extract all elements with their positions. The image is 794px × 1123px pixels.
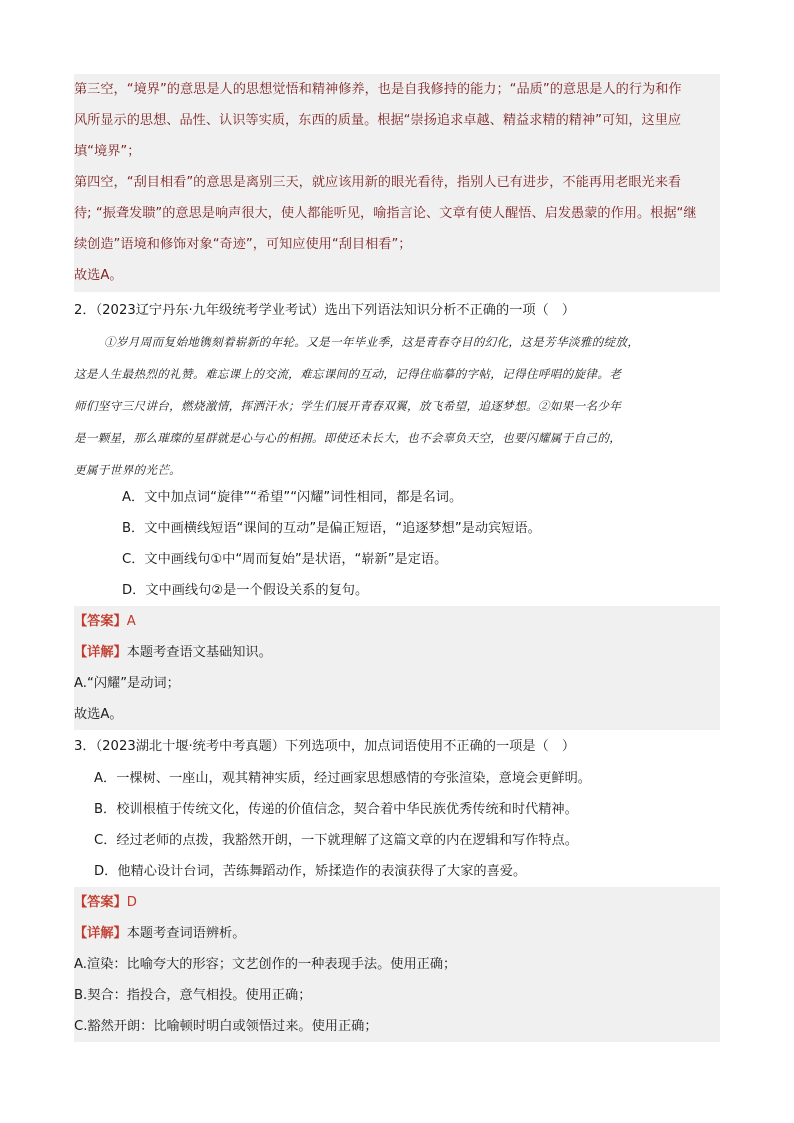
passage-line: 这是人生最热烈的礼赞。难忘课上的交流，难忘课间的互动，记得住临摹的字帖，记得住呼唱的旋律。老 [74, 367, 622, 381]
question-3-option-d: D．他精心设计台词，苦练舞蹈动作，矫揉造作的表演获得了大家的喜爱。 [94, 864, 527, 879]
detail-text: 本题考查词语辨析。 [126, 926, 246, 941]
detail-tag: 【详解】 [74, 645, 127, 660]
explain-line: 故选A。 [74, 707, 123, 722]
explain-line: C.豁然开朗：比喻顿时明白或领悟过来。使用正确； [74, 1019, 378, 1034]
question-3-option-a: A．一棵树、一座山，观其精神实质，经过画家思想感情的夸张渲染，意境会更鲜明。 [94, 771, 591, 786]
passage-line: 师们坚守三尺讲台，燃烧激情，挥洒汗水；学生们展开青春双翼，放飞希望，追逐梦想。②如果一名少年 [74, 399, 622, 413]
question-2-passage [104, 326, 730, 358]
passage-line: ①岁月周而复始地镌刻着崭新的年轮。又是一年毕业季，这是青春夺目的幻化，这是芳华淡雅的绽放， [104, 335, 640, 349]
detail-line [74, 637, 720, 668]
explanation-line: 故选A。 [74, 268, 123, 283]
answer-value: D [126, 895, 137, 910]
question-2-passage-cont [74, 358, 730, 486]
question-3-stem: 3．（2023湖北十堰·统考中考真题）下列选项中，加点词语使用不正确的一项是（ ） [74, 739, 576, 754]
question-2-answer-block [74, 606, 720, 730]
passage-line: 是一颗星，那么璀璨的星群就是心与心的相拥。即使还未长大，也不会辜负天空，也要闪耀属于自己的， [74, 431, 622, 445]
answer-tag: 【答案】 [74, 895, 127, 910]
answer-line [74, 606, 720, 637]
detail-line [74, 918, 720, 949]
explanation-line: 第四空，“刮目相看”的意思是离别三天，就应该用新的眼光看待，指别人已有进步，不能再用老眼光来看 [74, 175, 682, 190]
answer-line [74, 887, 720, 918]
question-2-option-a: A．文中加点词“旋律”“希望”“闪耀”词性相同，都是名词。 [122, 490, 463, 505]
explanation-line: 填“境界”； [74, 144, 141, 159]
explanation-line: 风所显示的思想、品性、认识等实质，东西的质量。根据“崇扬追求卓越、精益求精的精神”可知，这里应 [74, 113, 682, 128]
explain-line: A.“闪耀”是动词； [74, 676, 180, 691]
answer-tag: 【答案】 [74, 614, 127, 629]
explain-line: A.渲染：比喻夸大的形容；文艺创作的一种表现手法。使用正确； [74, 957, 457, 972]
explanation-line: 续创造”语境和修饰对象“奇迹”，可知应使用“刮目相看”； [74, 237, 412, 252]
question-3-answer-block [74, 887, 720, 1042]
question-2-option-b: B．文中画横线短语“课间的互动”是偏正短语，“追逐梦想”是动宾短语。 [122, 521, 541, 536]
detail-tag: 【详解】 [74, 926, 127, 941]
question-2-stem: 2．（2023辽宁丹东·九年级统考学业考试）选出下列语法知识分析不正确的一项（ ） [74, 303, 576, 318]
question-3-option-b: B．校训根植于传统文化，传递的价值信念，契合着中华民族优秀传统和时代精神。 [94, 802, 578, 817]
explanation-block-top [74, 74, 720, 292]
question-2-option-d: D．文中画线句②是一个假设关系的复句。 [122, 583, 369, 598]
detail-text: 本题考查语文基础知识。 [126, 645, 272, 660]
passage-line: 更属于世界的光芒。 [74, 463, 182, 477]
explanation-line: 第三空，“境界”的意思是人的思想觉悟和精神修养，也是自我修持的能力；“品质”的意思是人的行为和作 [74, 82, 682, 97]
question-2-option-c: C．文中画线句①中“周而复始”是状语，“崭新”是定语。 [122, 552, 448, 567]
question-3-option-c: C．经过老师的点拨，我豁然开朗，一下就理解了这篇文章的内在逻辑和写作特点。 [94, 833, 578, 848]
explain-line: B.契合：指投合，意气相投。使用正确； [74, 988, 312, 1003]
explanation-line: 待; “振聋发聩”的意思是响声很大，使人都能听见，喻指言论、文章有使人醒悟、启发愚蒙的作用。根据“继 [74, 206, 697, 221]
answer-value: A [126, 614, 136, 629]
